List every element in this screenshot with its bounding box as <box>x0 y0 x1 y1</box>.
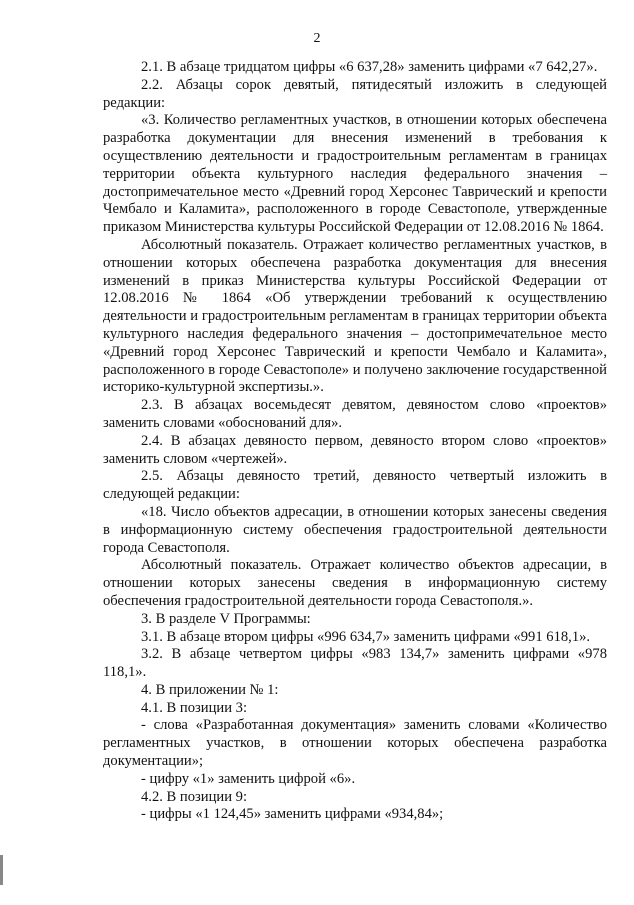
paragraph-2-5: 2.5. Абзацы девяносто третий, девяносто четвертый изложить в следующей редакции: <box>103 468 607 503</box>
addressing-indicator-paragraph: Абсолютный показатель. Отражает количество объектов адресации, в отношении которых занесены сведения в информационную систему обеспечения градостроительной деятельности города Севастополя.». <box>103 557 607 609</box>
page-number: 2 <box>313 31 321 46</box>
section-4-heading: 4. В приложении № 1: <box>141 681 279 698</box>
scan-edge-mark <box>0 855 3 885</box>
quoted-paragraph-18: «18. Число объектов адресации, в отношении которых занесены сведения в информационную систему обеспечения градостроительной деятельности города Севастополя. <box>103 503 607 556</box>
paragraph-2-2: 2.2. Абзацы сорок девятый, пятидесятый изложить в следующей редакции: <box>103 76 607 111</box>
paragraph-2-3: 2.3. В абзацах восемьдесят девятом, девяностом слово «проектов» заменить словами «обоснований для». <box>103 397 607 431</box>
list-item-figures-replacement: - цифры «1 124,45» заменить цифрами «934,84»; <box>141 806 444 823</box>
paragraph-3-2: 3.2. В абзаце четвертом цифры «983 134,7» заменить цифрами «978 118,1». <box>103 646 607 681</box>
indicator-description-paragraph: Абсолютный показатель. Отражает количество регламентных участков, в отношении которых обеспечена разработка документация для внесения изменений в приказ Министерства культуры Российской Федерации от 12.08.2016 № 1864 «Об утверждении требований к осуществлению деятельности и градостроительным регламентам в границах территории объекта культурного наследия федерального значения – достопримечательное место «Древний город Херсонес Таврический и крепости Чембало и Каламита», расположенного в городе Севастополе» и получено заключение государственной историко-культурной экспертизы.». <box>103 236 607 396</box>
paragraph-3-1: 3.1. В абзаце втором цифры «996 634,7» заменить цифрами «991 618,1». <box>141 628 591 645</box>
document-body <box>103 59 607 824</box>
paragraph-4-2: 4.2. В позиции 9: <box>141 788 248 805</box>
quoted-paragraph-3: «3. Количество регламентных участков, в отношении которых обеспечена разработка документации для внесения изменений в требования к осуществлению деятельности и градостроительным регламентам в границах территории объекта культурного наследия федерального значения – достопримечательное место «Древний город Херсонес Таврический и крепости Чембало и Каламита», расположенного в городе Севастополе, утвержденные приказом Министерства культуры Российской Федерации от 12.08.2016 № 1864. <box>103 112 607 236</box>
paragraph-2-4: 2.4. В абзацах девяносто первом, девяносто втором слово «проектов» заменить словом «чертежей». <box>103 432 607 467</box>
list-item-digit-replacement: - цифру «1» заменить цифрой «6». <box>141 770 356 787</box>
list-item-words-replacement: - слова «Разработанная документация» заменить словами «Количество регламентных участков, в отношении которых обеспечена разработка документации»; <box>103 717 607 770</box>
paragraph-4-1: 4.1. В позиции 3: <box>141 699 248 716</box>
paragraph-2-1: 2.1. В абзаце тридцатом цифры «6 637,28» заменить цифрами «7 642,27». <box>141 59 598 75</box>
section-3-heading: 3. В разделе V Программы: <box>141 610 311 627</box>
